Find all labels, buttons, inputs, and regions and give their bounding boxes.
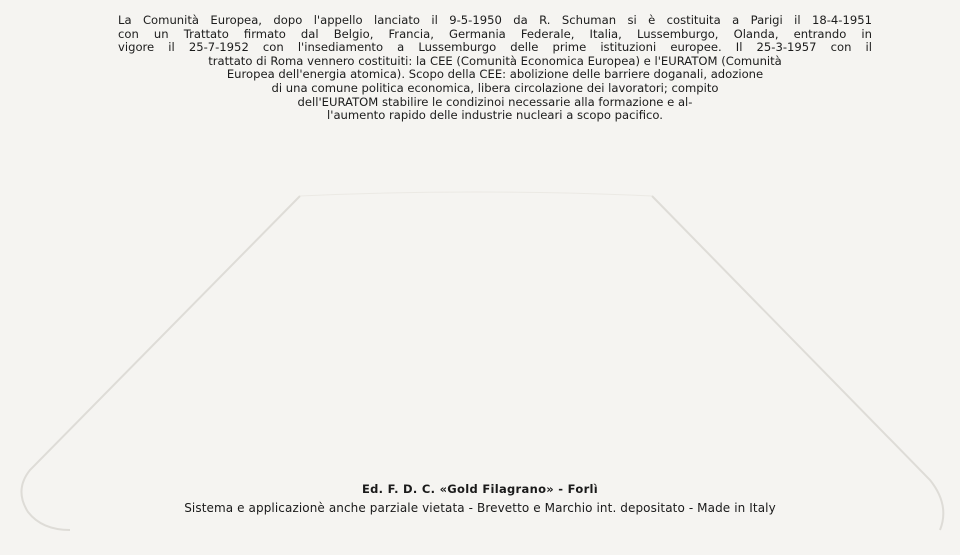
history-line: dell'EURATOM stabilire le condizinoi necessarie alla formazione e al- — [297, 94, 693, 109]
publisher-imprint: Ed. F. D. C. «Gold Filagrano» - Forlì — [361, 482, 599, 496]
history-line: Europea dell'energia atomica). Scopo della CEE: abolizione delle barriere doganali, adozione — [226, 67, 764, 82]
history-line: vigore il 25-7-1952 con l'insediamento a Lussemburgo delle prime istituzioni europee. Il 25-3-1957 con il — [118, 40, 872, 55]
history-line: La Comunità Europea, dopo l'appello lanciato il 9-5-1950 da R. Schuman si è costituita a Parigi il 18-4-1951 — [118, 13, 872, 27]
history-line: l'aumento rapido delle industrie nucleari a scopo pacifico. — [327, 108, 663, 123]
history-paragraph — [118, 14, 872, 123]
history-line: di una comune politica economica, libera circolazione dei lavoratori; compito — [271, 80, 719, 95]
history-line: trattato di Roma vennero costituiti: la CEE (Comunità Economica Europea) e l'EURATOM (Comunità — [208, 53, 782, 68]
history-line: con un Trattato firmato dal Belgio, Francia, Germania Federale, Italia, Lussemburgo, Olanda, entrando in — [118, 26, 872, 41]
copyright-notice: Sistema e applicazionè anche parziale vietata - Brevetto e Marchio int. depositato - Made in Italy — [184, 501, 776, 515]
